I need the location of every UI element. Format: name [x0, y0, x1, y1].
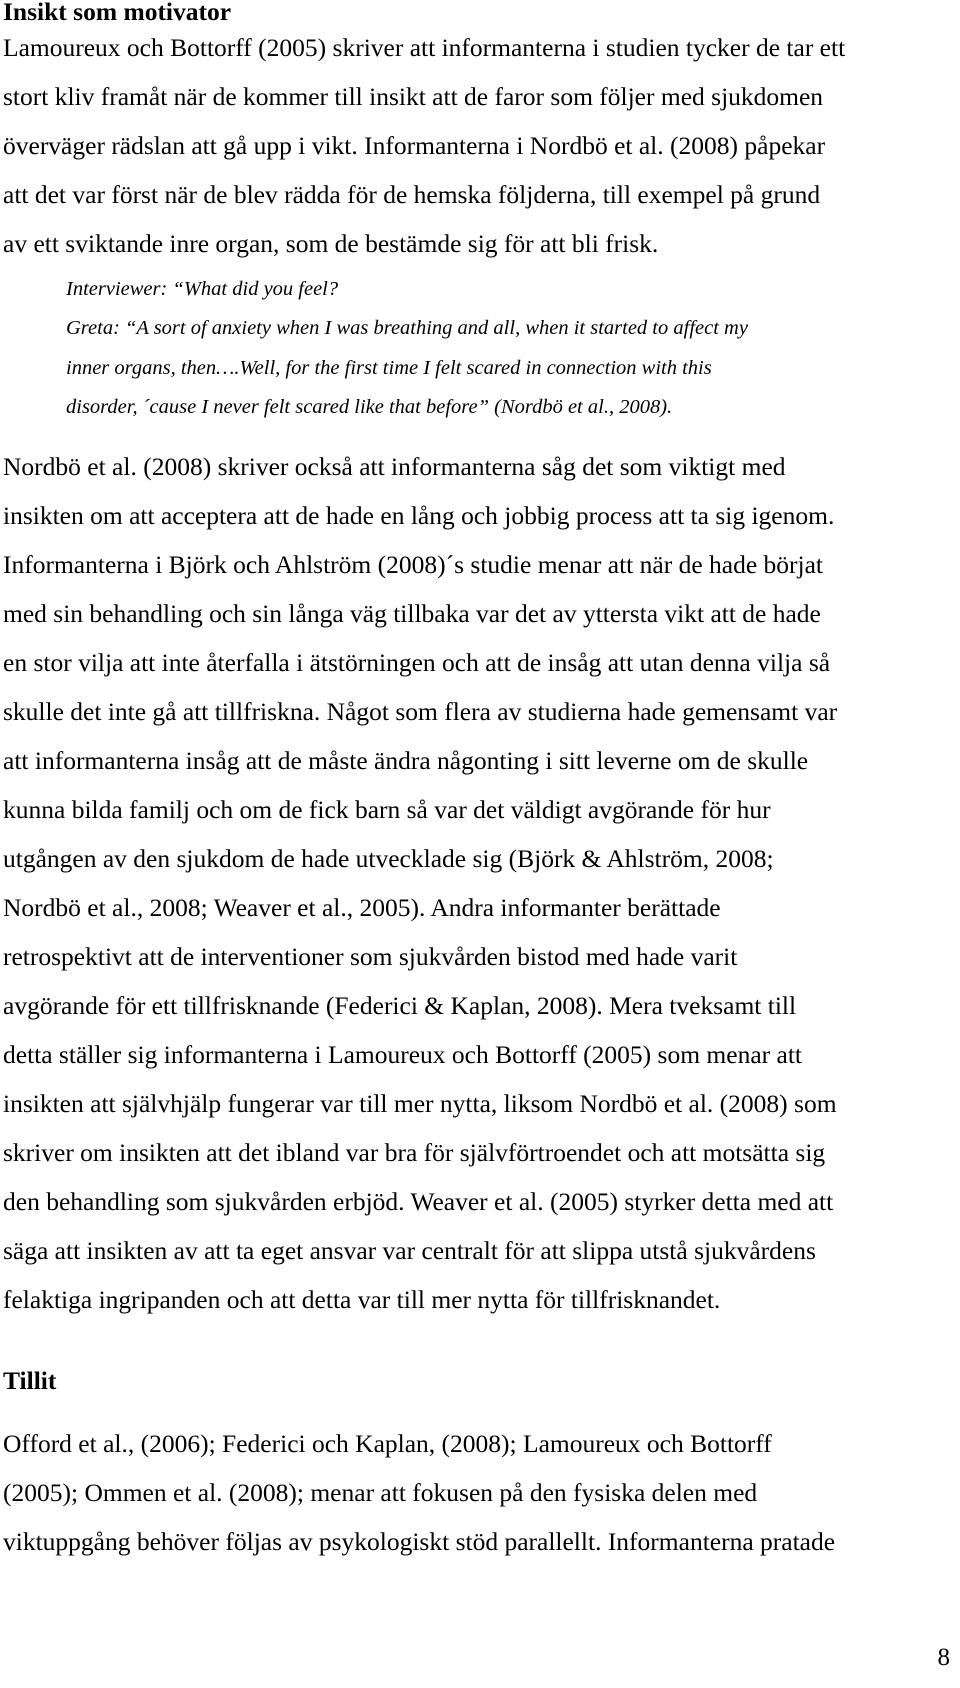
paragraph-line: att informanterna insåg att de måste ändra någonting i sitt leverne om de skulle [3, 746, 809, 775]
paragraph-line: retrospektivt att de interventioner som sjukvården bistod med hade varit [3, 942, 738, 971]
paragraph-line: felaktiga ingripanden och att detta var till mer nytta för tillfrisknandet. [3, 1285, 721, 1314]
paragraph-line: Nordbö et al. (2008) skriver också att informanterna såg det som viktigt med [3, 452, 786, 481]
paragraph-line: en stor vilja att inte återfalla i ätstörningen och att de insåg att utan denna vilja så [3, 648, 831, 677]
quote-line: Interviewer: “What did you feel? [66, 278, 339, 300]
quote-line: inner organs, then….Well, for the first time I felt scared in connection with this [66, 357, 712, 379]
paragraph-line: stort kliv framåt när de kommer till insikt att de faror som följer med sjukdomen [3, 82, 824, 111]
paragraph-line: utgången av den sjukdom de hade utvecklade sig (Björk & Ahlström, 2008; [3, 844, 774, 873]
paragraph-line: med sin behandling och sin långa väg tillbaka var det av yttersta vikt att de hade [3, 599, 821, 628]
paragraph-line: den behandling som sjukvården erbjöd. Weaver et al. (2005) styrker detta med att [3, 1187, 834, 1216]
paragraph-line: avgörande för ett tillfrisknande (Federici & Kaplan, 2008). Mera tveksamt till [3, 991, 797, 1020]
paragraph-line: insikten att självhjälp fungerar var till mer nytta, liksom Nordbö et al. (2008) som [3, 1089, 837, 1118]
paragraph-line: Lamoureux och Bottorff (2005) skriver att informanterna i studien tycker de tar ett [3, 33, 846, 62]
quote-line: disorder, ´cause I never felt scared like that before” (Nordbö et al., 2008). [66, 396, 673, 418]
paragraph-line: insikten om att acceptera att de hade en lång och jobbig process att ta sig igenom. [3, 501, 835, 530]
quote-line: Greta: “A sort of anxiety when I was breathing and all, when it started to affect my [66, 317, 748, 339]
paragraph-line: Nordbö et al., 2008; Weaver et al., 2005). Andra informanter berättade [3, 893, 721, 922]
paragraph-line: säga att insikten av att ta eget ansvar var centralt för att slippa utstå sjukvårdens [3, 1236, 816, 1265]
paragraph-line: skulle det inte gå att tillfriskna. Något som flera av studierna hade gemensamt var [3, 697, 838, 726]
paragraph-line: kunna bilda familj och om de fick barn så var det väldigt avgörande för hur [3, 795, 771, 824]
section-heading-tillit: Tillit [3, 1366, 57, 1395]
paragraph-line: Informanterna i Björk och Ahlström (2008)´s studie menar att när de hade börjat [3, 550, 824, 579]
paragraph-line: att det var först när de blev rädda för de hemska följderna, till exempel på grund [3, 180, 821, 209]
paragraph-line: (2005); Ommen et al. (2008); menar att fokusen på den fysiska delen med [3, 1478, 758, 1507]
paragraph-line: av ett sviktande inre organ, som de bestämde sig för att bli frisk. [3, 229, 659, 258]
paragraph-line: överväger rädslan att gå upp i vikt. Informanterna i Nordbö et al. (2008) påpekar [3, 131, 826, 160]
paragraph-line: detta ställer sig informanterna i Lamoureux och Bottorff (2005) som menar att [3, 1040, 803, 1069]
section-heading-insikt: Insikt som motivator [3, 0, 232, 26]
paragraph-line: skriver om insikten att det ibland var bra för självförtroendet och att motsätta sig [3, 1138, 826, 1167]
paragraph-line: Offord et al., (2006); Federici och Kaplan, (2008); Lamoureux och Bottorff [3, 1429, 772, 1458]
paragraph-line: viktuppgång behöver följas av psykologiskt stöd parallellt. Informanterna pratade [3, 1527, 836, 1556]
page-number: 8 [937, 1644, 950, 1671]
